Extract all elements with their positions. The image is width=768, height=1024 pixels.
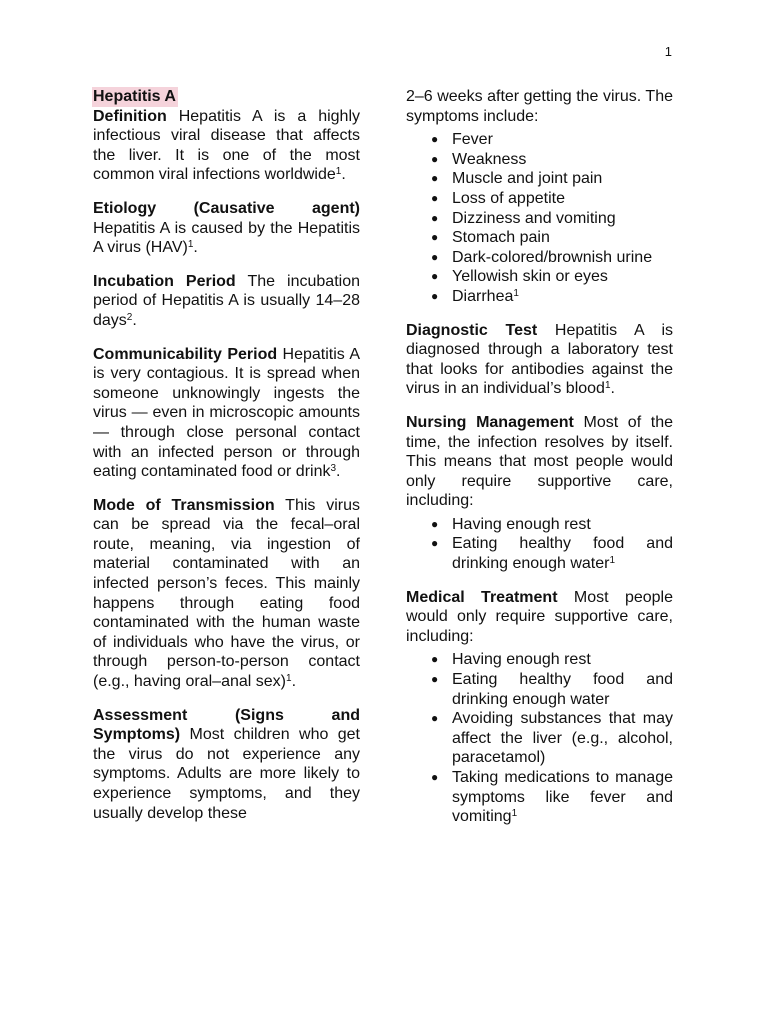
list-item-text: Taking medications to manage symptoms like fever and vomiting bbox=[452, 769, 673, 826]
bullet-icon: ● bbox=[431, 132, 439, 147]
transmission-section: Mode of Transmission This virus can be spread via the fecal–oral route, meaning, via ingestion of material contaminated with an infected person’s feces. This mainly happens through eating food contaminated with the human waste of individuals who have the virus, or through person-to-person contact (e.g., having oral–anal sex)$^1$. bbox=[93, 496, 360, 691]
incubation-heading: Incubation Period bbox=[93, 272, 236, 290]
bullet-icon: ● bbox=[431, 672, 439, 687]
document-title: Hepatitis A bbox=[93, 88, 176, 105]
list-item-text: Yellowish skin or eyes bbox=[452, 268, 608, 286]
list-item bbox=[406, 650, 673, 670]
incubation-text: The incubation period of Hepatitis A is usually 14–28 days bbox=[93, 272, 360, 329]
list-item-text: Diarrhea bbox=[452, 287, 514, 305]
assessment-heading: Assessment (Signs and Symptoms) bbox=[93, 706, 360, 744]
list-item bbox=[406, 150, 673, 170]
list-item-text: Eating healthy food and drinking enough water bbox=[452, 671, 673, 708]
bullet-icon: ● bbox=[431, 536, 439, 551]
medical-heading: Medical Treatment bbox=[406, 588, 558, 606]
list-item bbox=[406, 515, 673, 535]
bullet-icon: ● bbox=[431, 230, 439, 245]
bullet-icon: ● bbox=[431, 652, 439, 667]
list-item bbox=[406, 169, 673, 189]
list-ref: 1 bbox=[511, 808, 518, 820]
list-ref: 1 bbox=[513, 287, 519, 299]
diagnostic-heading: Diagnostic Test bbox=[406, 321, 538, 339]
list-item bbox=[406, 287, 673, 307]
symptoms-list bbox=[406, 130, 673, 306]
bullet-icon: ● bbox=[431, 711, 439, 726]
definition-heading: Definition bbox=[93, 107, 167, 125]
list-item bbox=[406, 267, 673, 287]
list-item bbox=[406, 248, 673, 268]
definition-ref: 1 bbox=[335, 166, 342, 178]
right-column bbox=[406, 87, 673, 841]
document-title-line bbox=[93, 87, 360, 107]
communicability-text: Hepatitis A is very contagious. It is spread when someone unknowingly ingests the virus — even in microscopic amounts — through close personal contact with an infected person or through eating contaminated food or drink bbox=[93, 345, 361, 481]
bullet-icon: ● bbox=[431, 288, 439, 303]
definition-text: Hepatitis A is a highly infectious viral disease that affects the liver. It is one of the most common viral infections worldwide bbox=[93, 107, 360, 184]
nursing-list bbox=[406, 515, 673, 574]
etiology-ref: 1 bbox=[187, 239, 194, 251]
assessment-section bbox=[93, 706, 360, 824]
medical-list bbox=[406, 650, 673, 826]
etiology-heading: Etiology (Causative agent) bbox=[93, 199, 360, 217]
nursing-section bbox=[406, 413, 673, 511]
communicability-ref: 3 bbox=[330, 463, 337, 475]
incubation-section: Incubation Period The incubation period of Hepatitis A is usually 14–28 days$^2$. bbox=[93, 272, 360, 329]
transmission-text: This virus can be spread via the fecal–oral route, meaning, via ingestion of material contaminated with an infected person’s feces. This mainly happens through eating food contaminated with the human waste of individuals who have the virus, or through person-to-person contact (e.g., having oral–anal sex) bbox=[93, 496, 360, 691]
bullet-icon: ● bbox=[431, 249, 439, 264]
bullet-icon: ● bbox=[431, 190, 439, 205]
list-item-text: Fever bbox=[452, 131, 493, 149]
nursing-text: Most of the time, the infection resolves by itself. This means that most people would only require supportive care, including: bbox=[406, 413, 674, 510]
diagnostic-text: Hepatitis A is diagnosed through a laboratory test that looks for antibodies against the virus in an individual’s blood bbox=[406, 321, 673, 398]
transmission-ref: 1 bbox=[286, 673, 292, 685]
medical-text: Most people would only require supportive care, including: bbox=[406, 588, 673, 645]
bullet-icon: ● bbox=[431, 171, 439, 186]
bullet-icon: ● bbox=[431, 151, 439, 166]
list-ref: 1 bbox=[609, 555, 615, 567]
list-item-text: Dark-colored/brownish urine bbox=[452, 248, 653, 266]
etiology-section: Etiology (Causative agent) Hepatitis A is caused by the Hepatitis A virus (HAV)$^1$. bbox=[93, 199, 360, 257]
communicability-heading: Communicability Period bbox=[93, 345, 278, 363]
list-item bbox=[406, 534, 673, 573]
page-number: 1 bbox=[664, 44, 672, 59]
transmission-heading: Mode of Transmission bbox=[93, 496, 275, 514]
list-item bbox=[406, 709, 673, 768]
list-item-text: Eating healthy food and drinking enough water bbox=[452, 535, 673, 573]
list-item-text: Loss of appetite bbox=[452, 189, 565, 207]
list-item-text: Weakness bbox=[452, 150, 527, 168]
diagnostic-section: Diagnostic Test Hepatitis A is diagnosed through a laboratory test that looks for antibodies against the virus in an individual’s blood$^1$. bbox=[406, 321, 673, 398]
medical-section bbox=[406, 588, 673, 647]
nursing-heading: Nursing Management bbox=[406, 413, 574, 431]
list-item bbox=[406, 189, 673, 209]
list-item bbox=[406, 209, 673, 229]
list-item bbox=[406, 670, 673, 709]
list-item-text: Stomach pain bbox=[452, 229, 550, 247]
list-item bbox=[406, 130, 673, 150]
list-item bbox=[406, 228, 673, 248]
list-item-text: Avoiding substances that may affect the liver (e.g., alcohol, paracetamol) bbox=[452, 710, 673, 767]
bullet-icon: ● bbox=[431, 516, 439, 531]
incubation-ref: 2 bbox=[126, 311, 133, 323]
bullet-icon: ● bbox=[431, 210, 439, 225]
list-item-text: Dizziness and vomiting bbox=[452, 209, 616, 227]
list-item-text: Having enough rest bbox=[452, 651, 591, 669]
definition-section: Definition Hepatitis A is a highly infectious viral disease that affects the liver. It is one of the most common viral infections worldwide$^1$. bbox=[93, 107, 360, 184]
diagnostic-ref: 1 bbox=[604, 380, 611, 392]
list-item bbox=[406, 768, 673, 827]
etiology-text: Hepatitis A is caused by the Hepatitis A virus (HAV) bbox=[93, 219, 360, 257]
list-item-text: Muscle and joint pain bbox=[452, 170, 603, 188]
bullet-icon: ● bbox=[431, 269, 439, 284]
assessment-text: Most children who get the virus do not experience any symptoms. Adults are more likely to experience symptoms, and they usually develop these bbox=[93, 726, 360, 822]
assessment-continuation: 2–6 weeks after getting the virus. The symptoms include: bbox=[406, 88, 673, 125]
list-item-text: Having enough rest bbox=[452, 515, 591, 533]
bullet-icon: ● bbox=[431, 770, 439, 784]
communicability-section: Communicability Period Hepatitis A is very contagious. It is spread when someone unknowingly ingests the virus — even in microscopic amounts — through close personal contact with an infected person or through eating contaminated food or drink$^3$. bbox=[93, 345, 361, 481]
left-column bbox=[93, 87, 360, 837]
